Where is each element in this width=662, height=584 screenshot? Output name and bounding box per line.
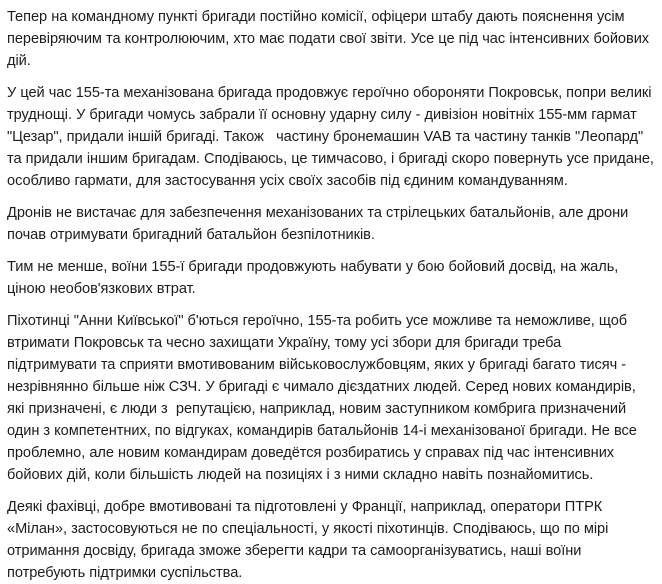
paragraph-4: Тим не менше, воїни 155-ї бригади продовжують набувати у бою бойовий досвід, на жаль, ціною необов'язкових втрат. — [7, 259, 623, 297]
paragraph-6: Деякі фахівці, добре вмотивовані та підготовлені у Франції, наприклад, оператори ПТРК «Мілан», застосовуються не по спеціальності, у якості піхотинців. Сподіваюсь, що по мірі отримання досвіду, бригада зможе зберегти кадри та самоорганізуватись, наші воїни потребують підтримки суспільства. — [7, 499, 613, 581]
paragraph-3: Дронів не вистачає для забезпечення механізованих та стрілецьких батальйонів, але дрони почав отримувати бригадний батальйон безпілотників. — [7, 205, 633, 243]
paragraph-1: Тепер на командному пункті бригади постійно комісії, офіцери штабу дають пояснення усім перевіряючим та контролюючим, хто має подати свої звіти. Усе це під час інтенсивних бойових дій. — [7, 9, 654, 69]
paragraph-5: Піхотинці "Анни Київської" б'ються героїчно, 155-та робить усе можливе та неможливе, щоб втримати Покровськ та чесно захищати Україну, тому усі збори для бригади треба підтримувати та сприяти вмотивованим військовослужбовцям, яких у бригаді багато тисяч - незрівнянно більше ніж СЗЧ. У бригаді є чимало дієздатних людей. Серед нових командирів, які призначені, є люди з репутацією, наприклад, новим заступником комбрига призначений один з компетентних, по відгуках, командирів батальйонів 14-і механізованої бригади. Не все проблемно, але новим командирам доведётся розбиратись у справах під час інтенсивних бойових дій, коли більшість людей на позиціях і з ними складно навіть познайомитись. — [7, 313, 641, 483]
paragraph-2: У цей час 155-та механізована бригада продовжує героїчно обороняти Покровськ, попри великі труднощі. У бригади чомусь забрали її основну ударну силу - дивізіон новітніх 155-мм гармат "Цезар", придали іншій бригаді. Також частину бронемашин VAB та частину танків "Леопард" та придали іншим бригадам. Сподіваюсь, це тимчасово, і бригаді скоро повернуть усе придане, особливо гармати, для застосування усіх своїх засобів під єдиним командуванням. — [7, 85, 659, 189]
